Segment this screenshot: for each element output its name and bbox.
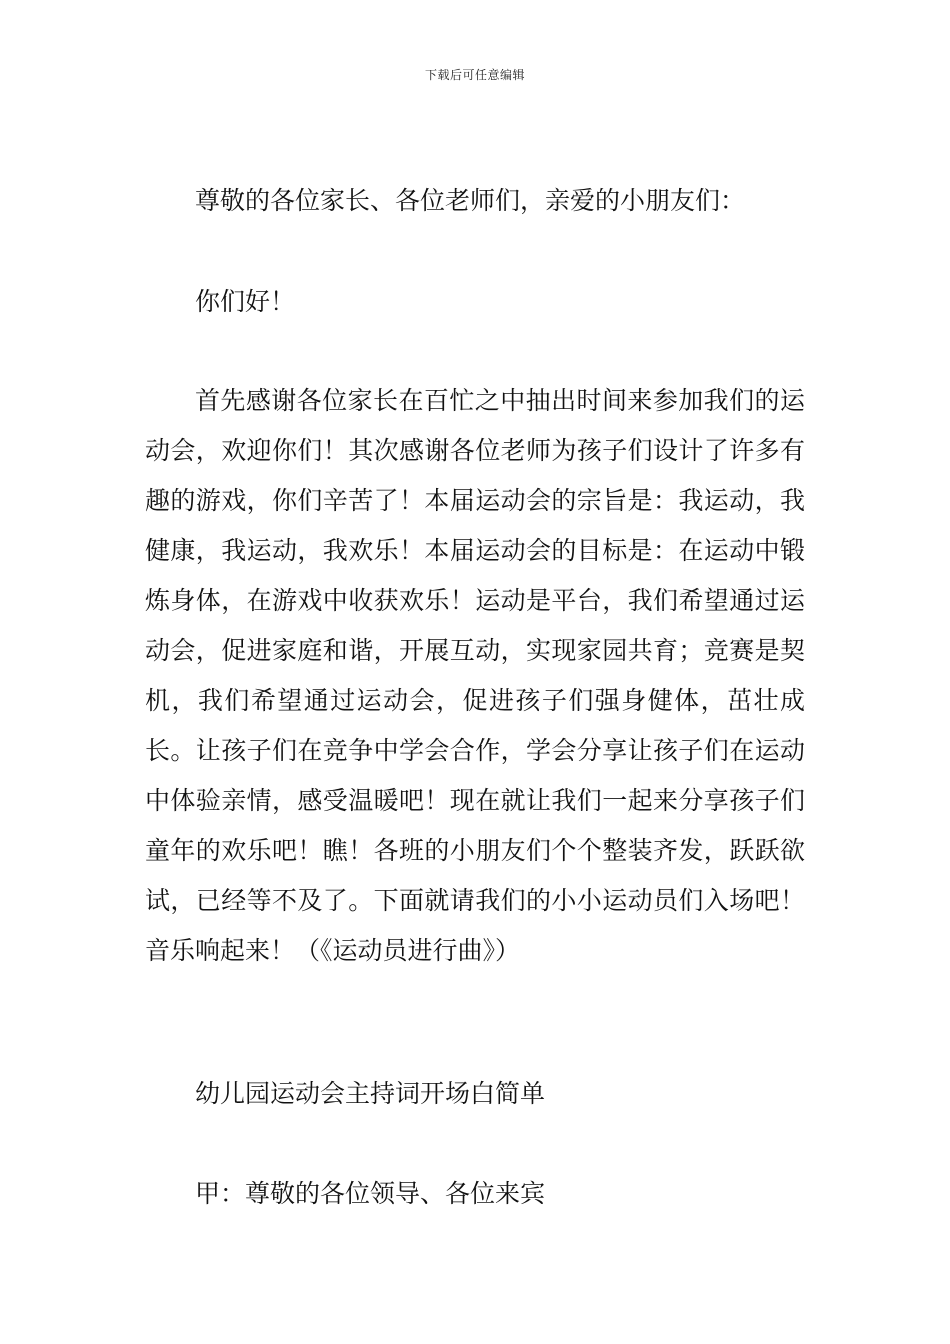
greeting-paragraph bbox=[145, 176, 805, 226]
hello-paragraph bbox=[145, 277, 805, 327]
main-text: 首先感谢各位家长在百忙之中抽出时间来参加我们的运动会，欢迎你们！其次感谢各位老师为孩子们设计了许多有趣的游戏，你们辛苦了！本届运动会的宗旨是：我运动，我健康，我运动，我欢乐！本届运动会的目标是：在运动中锻炼身体，在游戏中收获欢乐！运动是平台，我们希望通过运动会，促进家庭和谐，开展互动，实现家园共育；竞赛是契机，我们希望通过运动会，促进孩子们强身健体，茁壮成长。让孩子们在竞争中学会合作，学会分享让孩子们在运动中体验亲情，感受温暖吧！现在就让我们一起来分享孩子们童年的欢乐吧！瞧！各班的小朋友们个个整装齐发，跃跃欲试，已经等不及了。下面就请我们的小小运动员们入场吧！音乐响起来！（《运动员进行曲》） bbox=[145, 386, 805, 965]
subtitle-paragraph bbox=[145, 1069, 805, 1119]
header-note: 下载后可任意编辑 bbox=[424, 68, 525, 82]
subtitle-text: 幼儿园运动会主持词开场白简单 bbox=[195, 1079, 546, 1108]
jia-text: 甲：尊敬的各位领导、各位来宾 bbox=[195, 1179, 546, 1208]
main-paragraph bbox=[145, 376, 805, 976]
hello-text: 你们好！ bbox=[195, 287, 296, 316]
jia-paragraph bbox=[145, 1169, 805, 1219]
greeting-text: 尊敬的各位家长、各位老师们，亲爱的小朋友们： bbox=[195, 186, 746, 215]
